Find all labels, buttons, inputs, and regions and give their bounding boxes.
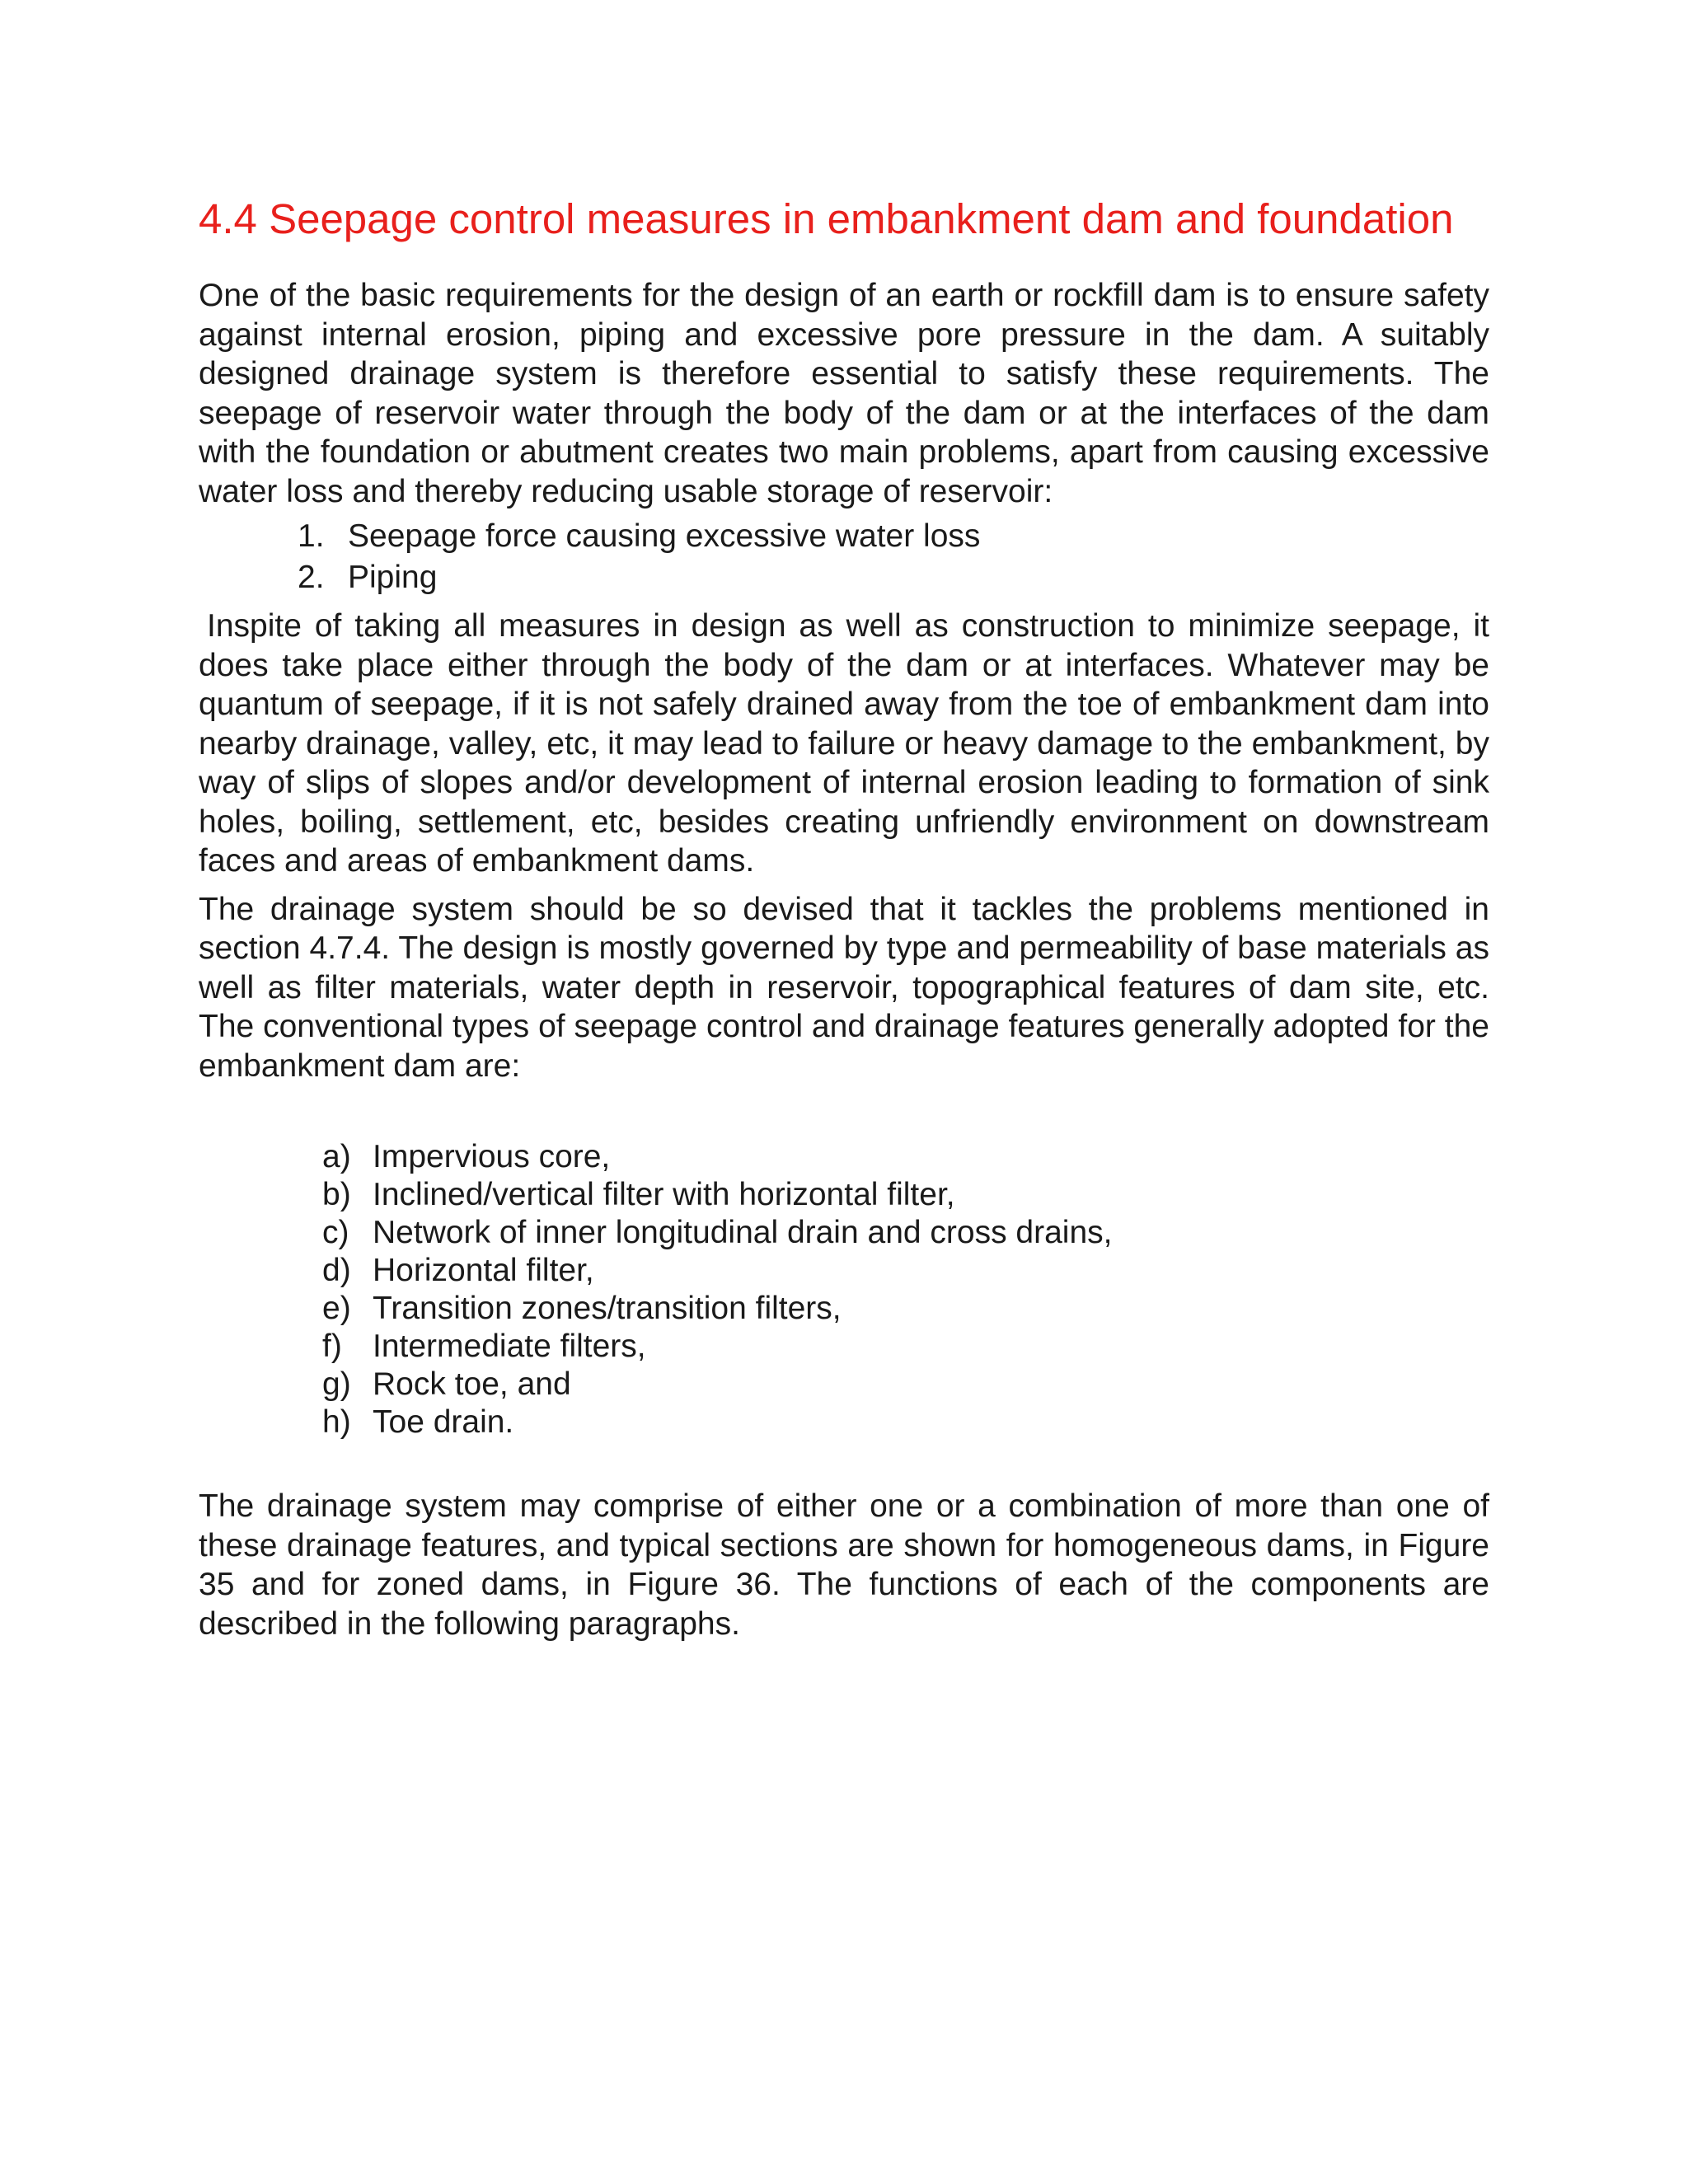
list-item [199,1138,1489,1176]
document-page [199,190,1489,1643]
list-marker: b) [322,1177,351,1212]
list-item [199,1290,1489,1328]
drainage-paragraph: The drainage system should be so devised that it tackles the problems mentioned in section 4.7.4. The design is mostly governed by type and permeability of base materials as well as filter materials, water depth in reservoir, topographical features of dam site, etc. The conventional types of seepage control and drainage features generally adopted for the embankment dam are: [199,891,1489,1084]
section-heading: 4.4 Seepage control measures in embankment dam and foundation [199,195,1454,242]
list-marker: a) [322,1139,351,1174]
list-item [199,516,1489,557]
list-marker: 1. [298,518,325,554]
list-marker: g) [322,1366,351,1402]
list-item [199,1404,1489,1441]
drainage-features-list [199,1138,1489,1441]
list-marker: f) [322,1329,342,1364]
list-marker: c) [322,1215,349,1250]
list-marker: d) [322,1253,351,1288]
list-marker: h) [322,1404,351,1440]
list-item-text: Intermediate filters, [373,1329,646,1364]
list-item [199,1366,1489,1404]
list-item [199,1214,1489,1252]
list-item [199,1252,1489,1290]
list-marker: e) [322,1291,351,1326]
list-item-text: Rock toe, and [373,1366,571,1402]
list-item [199,1176,1489,1214]
closing-paragraph: The drainage system may comprise of either one or a combination of more than one of these drainage features, and typical sections are shown for homogeneous dams, in Figure 35 and for zoned dams, in Figure 36. The functions of each of the components are described in the following paragraphs. [199,1488,1489,1642]
list-marker: 2. [298,560,325,595]
list-item-text: Seepage force causing excessive water loss [348,518,981,554]
list-item-text: Horizontal filter, [373,1253,594,1288]
list-item-text: Piping [348,560,438,595]
intro-paragraph: One of the basic requirements for the design of an earth or rockfill dam is to ensure safety against internal erosion, piping and excessive pore pressure in the dam. A suitably designed drainage system is therefore essential to satisfy these requirements. The seepage of reservoir water through the body of the dam or at the interfaces of the dam with the foundation or abutment creates two main problems, apart from causing excessive water loss and thereby reducing usable storage of reservoir: [199,278,1489,509]
list-item-text: Transition zones/transition filters, [373,1291,842,1326]
seepage-paragraph: Inspite of taking all measures in design as well as construction to minimize seepage, it does take place either through the body of the dam or at interfaces. Whatever may be quantum of seepage, if it is not safely drained away from the toe of embankment dam into nearby drainage, valley, etc, it may lead to failure or heavy damage to the embankment, by way of slips of slopes and/or development of internal erosion leading to formation of sink holes, boiling, settlement, etc, besides creating unfriendly environment on downstream faces and areas of embankment dams. [199,608,1489,879]
list-item-text: Impervious core, [373,1139,611,1174]
list-item-text: Inclined/vertical filter with horizontal filter, [373,1177,955,1212]
list-item-text: Toe drain. [373,1404,514,1440]
list-item [199,1328,1489,1366]
list-item [199,557,1489,598]
problems-list [199,516,1489,598]
list-item-text: Network of inner longitudinal drain and cross drains, [373,1215,1113,1250]
